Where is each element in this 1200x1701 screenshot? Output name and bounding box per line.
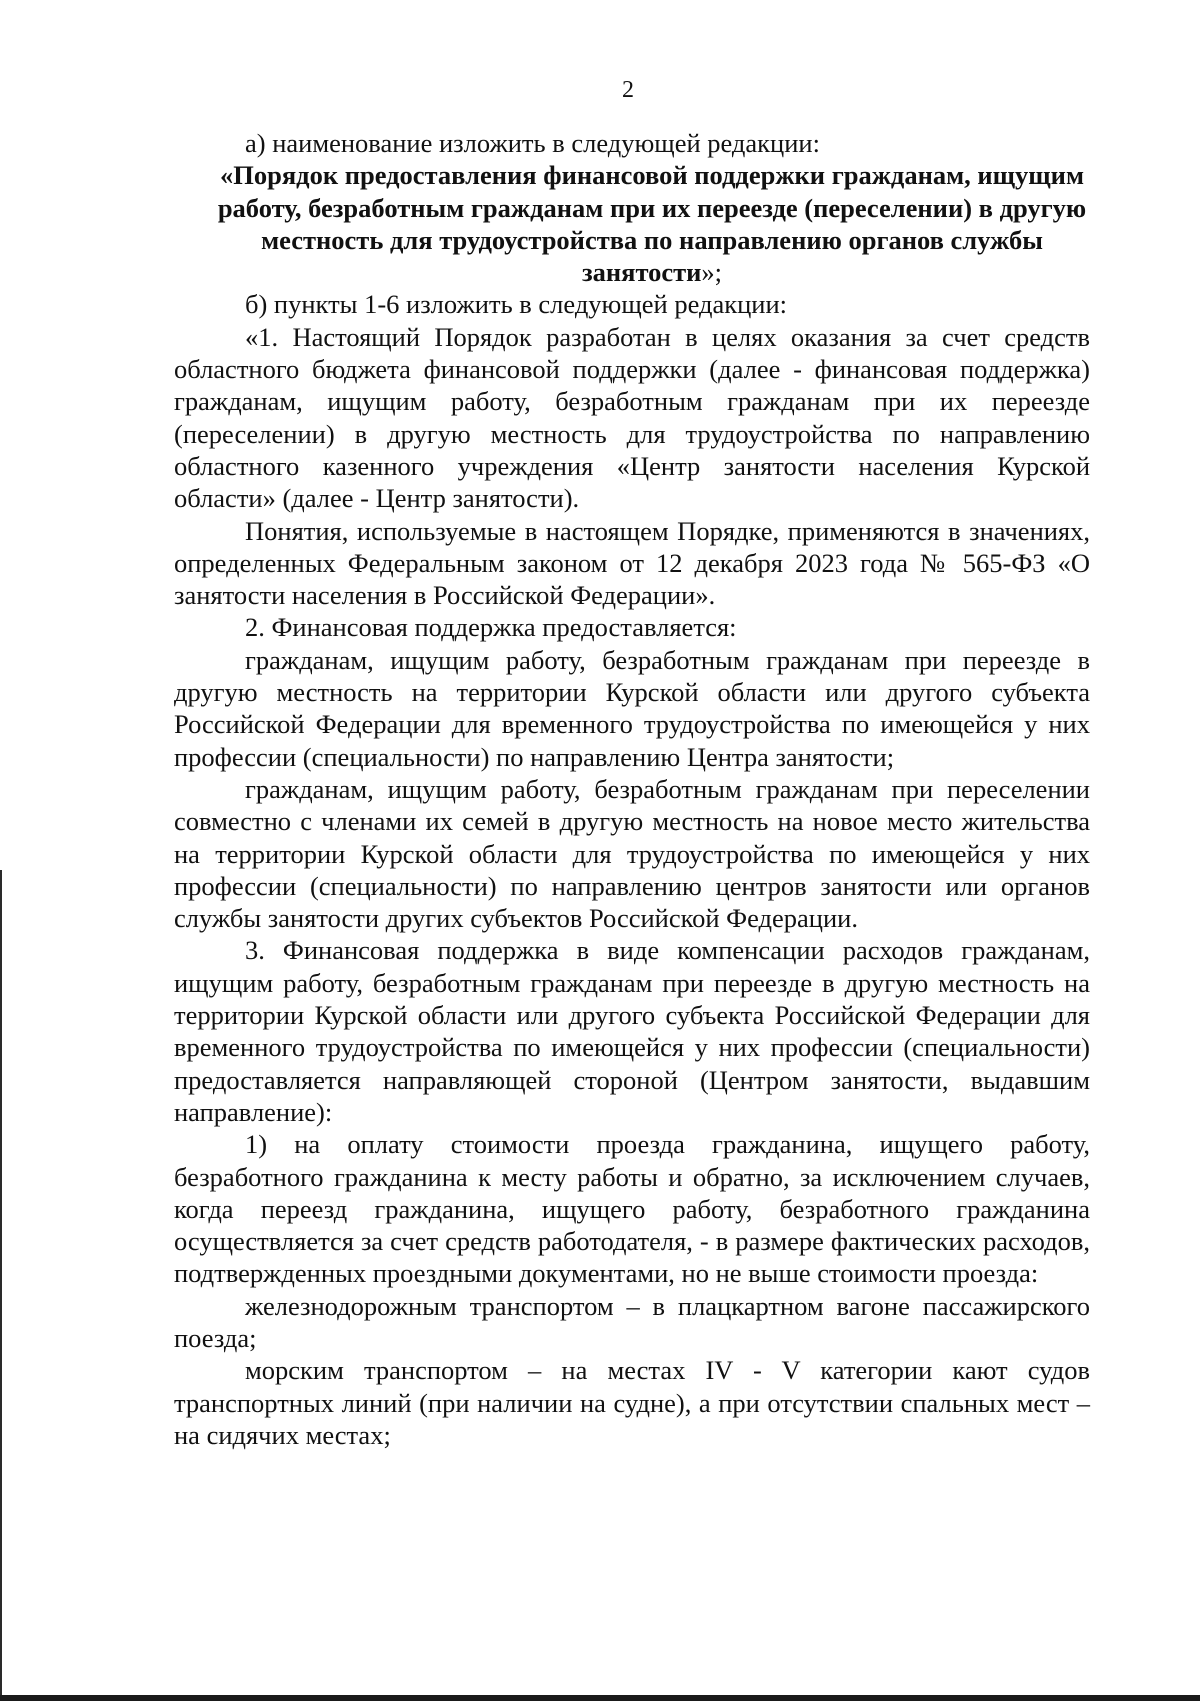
scan-bottom-edge xyxy=(0,1695,1200,1701)
paragraph-amendment-a: а) наименование изложить в следующей редакции: xyxy=(245,128,820,158)
order-title-tail: »; xyxy=(701,257,723,288)
paragraph-clause-1: «1. Настоящий Порядок разработан в целях оказания за счет средств областного бюджета финансовой поддержки (далее - финансовая поддержка) гражданам, ищущим работу, безработным гражданам при их переезде (переселении) в другую местность для трудоустройства по направлению областного казенного учреждения «Центр занятости населения Курской области» (далее - Центр занятости). xyxy=(174,321,1090,514)
paragraph-clause-3-sub-1: 1) на оплату стоимости проезда гражданина, ищущего работу, безработного гражданина к месту работы и обратно, за исключением случаев, когда переезд гражданина, ищущего работу, безработного гражданина осуществляется за счет средств работодателя, - в размере фактических расходов, подтвержденных проездными документами, но не выше стоимости проезда: xyxy=(174,1129,1090,1289)
paragraph-railway: железнодорожным транспортом – в плацкартном вагоне пассажирского поезда; xyxy=(174,1290,1090,1353)
paragraph-sea: морским транспортом – на местах IV - V категории кают судов транспортных линий (при наличии на судне), а при отсутствии спальных мест – на сидячих местах; xyxy=(174,1355,1090,1450)
paragraph-clause-2: 2. Финансовая поддержка предоставляется: xyxy=(245,612,737,643)
paragraph-amendment-b: б) пункты 1-6 изложить в следующей редакции: xyxy=(245,289,788,320)
paragraph-clause-2-item-2: гражданам, ищущим работу, безработным гражданам при переселении совместно с членами их семей в другую местность на новое место жительства на территории Курской области для трудоустройства по имеющейся у них профессии (специальности) по направлению центров занятости или органов службы занятости других субъектов Российской Федерации. xyxy=(174,773,1090,934)
order-title xyxy=(214,159,1090,288)
page-number: 2 xyxy=(622,77,634,103)
paragraph-clause-3: 3. Финансовая поддержка в виде компенсации расходов гражданам, ищущим работу, безработным гражданам при переезде в другую местность на территории Курской области или другого субъекта Российской Федерации для временного трудоустройства по имеющейся у них профессии (специальности) предоставляется направляющей стороной (Центром занятости, выдавшим направление): xyxy=(174,935,1090,1127)
paragraph-clause-2-item-1: гражданам, ищущим работу, безработным гражданам при переезде в другую местность на территории Курской области или другого субъекта Российской Федерации для временного трудоустройства по имеющейся у них профессии (специальности) по направлению Центра занятости; xyxy=(174,644,1090,772)
order-title-text: «Порядок предоставления финансовой поддержки гражданам, ищущим работу, безработным гражданам при их переезде (переселении) в другую местность для трудоустройства по направлению органов службы занятости xyxy=(217,160,1087,288)
scan-left-edge xyxy=(0,870,2,1701)
paragraph-definitions: Понятия, используемые в настоящем Порядке, применяются в значениях, определенных Федеральным законом от 12 декабря 2023 года № 565-ФЗ «О занятости населения в Российской Федерации». xyxy=(174,515,1090,611)
document-body xyxy=(174,127,1090,1451)
